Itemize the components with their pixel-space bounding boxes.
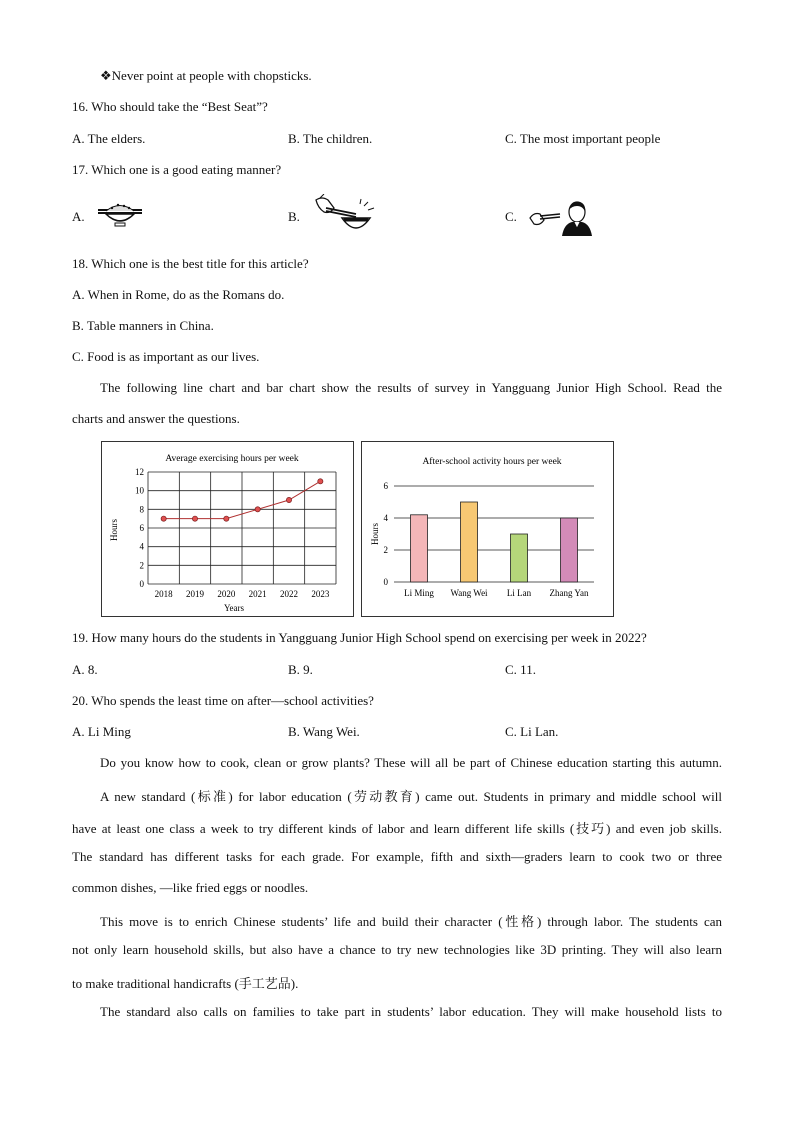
q16-option-a: A. The elders. [72,131,146,146]
line-chart-box [101,441,354,617]
question-16: 16. Who should take the “Best Seat”? [72,99,268,114]
chart-intro-line-1: The following line chart and bar chart show the results of survey in Yangguang Junior High School. Read the [100,380,722,395]
q17-option-b: B. [288,209,300,224]
bowl-with-chopsticks-icon [96,200,144,228]
bar-chart-box [361,441,614,617]
bar-chart-xtick-label: Wang Wei [450,588,488,598]
q16-option-b: B. The children. [288,131,373,146]
bar-chart-bar [411,515,428,582]
question-17: 17. Which one is a good eating manner? [72,162,282,177]
bar-chart-ytick-label: 4 [383,513,388,523]
tip-line: ❖Never point at people with chopsticks. [100,68,312,83]
line-chart-xtick-label: 2022 [280,589,298,599]
q17-option-c: C. [505,209,517,224]
chart-intro-line-2: charts and answer the questions. [72,411,240,426]
line-chart-xtick-label: 2023 [311,589,330,599]
q19-option-a: A. 8. [72,662,98,677]
line-chart-ytick-label: 10 [135,485,144,496]
line-chart-xlabel: Years [223,603,245,613]
line-chart-ytick-label: 2 [139,560,144,571]
q20-option-a: A. Li Ming [72,724,131,739]
question-20: 20. Who spends the least time on after—school activities? [72,693,374,708]
passage-p3-line2: not only learn household skills, but also have a chance to try new technologies like 3D printing. They will also learn [72,942,722,957]
line-chart-ytick-label: 0 [139,579,144,589]
line-chart-xtick-label: 2021 [248,589,267,599]
line-chart-xtick-label: 2020 [217,589,236,599]
passage-p4-line1: The standard also calls on families to take part in students’ labor education. They will make household lists to [100,1004,722,1019]
q20-option-b: B. Wang Wei. [288,724,360,739]
line-chart-title: Average exercising hours per week [165,454,299,464]
line-chart-ylabel: Hours [109,519,119,541]
q20-option-c: C. Li Lan. [505,724,559,739]
line-chart-point [255,507,260,512]
line-chart-point [286,497,291,502]
bar-chart-bar [511,534,528,582]
passage-p1: Do you know how to cook, clean or grow plants? These will all be part of Chinese education starting this autumn. [100,755,722,770]
question-18: 18. Which one is the best title for this article? [72,256,309,271]
line-chart-ytick-label: 8 [139,504,144,515]
line-chart-point [224,516,229,521]
bar-chart-xtick-label: Zhang Yan [549,588,589,598]
q19-option-b: B. 9. [288,662,313,677]
bar-chart-ytick-label: 2 [383,545,388,555]
passage-p2-line3: The standard has different tasks for each grade. For example, fifth and sixth—graders learn to cook two or three [72,849,722,864]
bar-chart-bar [461,502,478,582]
bar-chart-title: After-school activity hours per week [422,457,562,467]
line-chart-point [161,516,166,521]
passage-p3-line3: to make traditional handicrafts (手工艺品). [72,976,299,991]
q18-option-b: B. Table manners in China. [72,318,214,333]
line-chart-ytick-label: 4 [139,541,144,552]
q19-option-c: C. 11. [505,662,536,677]
q18-option-a: A. When in Rome, do as the Romans do. [72,287,285,302]
line-chart-ytick-label: 12 [135,467,144,477]
q16-option-c: C. The most important people [505,131,661,146]
q18-option-c: C. Food is as important as our lives. [72,349,260,364]
chopsticks-pointing-at-person-icon [528,198,596,236]
passage-p3-line1: This move is to enrich Chinese students’ life and build their character (性格) through labor. The students can [100,914,722,929]
bar-chart-xtick-label: Li Ming [404,588,434,598]
passage-p2-line1: A new standard (标准) for labor education (劳动教育) came out. Students in primary and middle school will [100,789,722,804]
line-chart-xtick-label: 2018 [154,589,173,599]
line-chart [102,442,353,616]
question-19: 19. How many hours do the students in Yangguang Junior High School spend on exercising per week in 2022? [72,630,647,645]
passage-p2-line2: have at least one class a week to try different kinds of labor and learn different life skills (技巧) and even job skills. [72,821,722,836]
passage-p2-line4: common dishes, —like fried eggs or noodles. [72,880,309,895]
line-chart-xtick-label: 2019 [186,589,204,599]
bar-chart [362,442,613,616]
bar-chart-ylabel: Hours [370,523,380,545]
line-chart-point [318,479,323,484]
q17-option-a: A. [72,209,85,224]
bar-chart-bar [561,518,578,582]
line-chart-ytick-label: 6 [139,523,144,533]
bar-chart-xtick-label: Li Lan [506,588,532,598]
bar-chart-ytick-label: 6 [383,481,388,491]
line-chart-point [192,516,197,521]
bar-chart-ytick-label: 0 [383,577,388,587]
hand-tapping-bowl-icon [312,194,376,236]
